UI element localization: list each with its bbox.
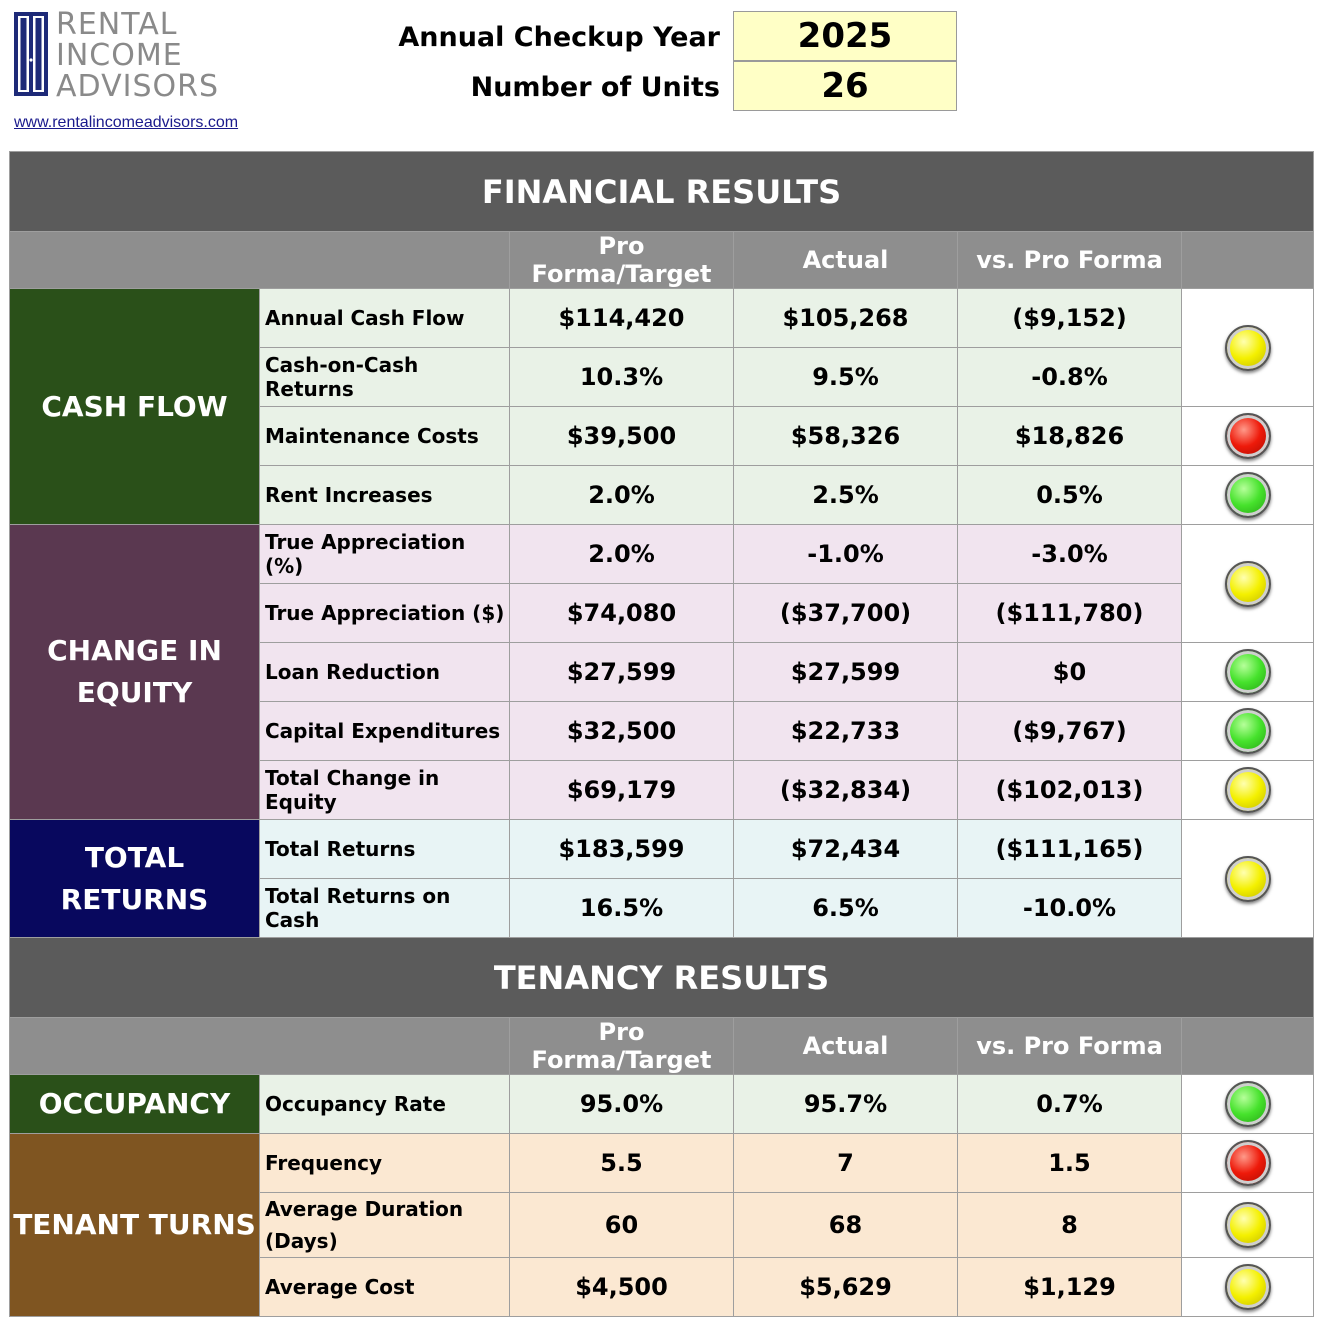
variance-value: 1.5 (958, 1134, 1182, 1193)
checkup-year-label: Annual Checkup Year (398, 22, 720, 53)
column-header-target: Pro Forma/Target (510, 232, 734, 289)
status-cell (1182, 289, 1314, 407)
green-status-light-icon (1225, 708, 1271, 754)
status-cell (1182, 820, 1314, 938)
column-header-variance: vs. Pro Forma (958, 1018, 1182, 1075)
logo-line-1: RENTAL (56, 7, 178, 42)
metric-label: Average Duration (Days) (260, 1193, 510, 1258)
target-value: $114,420 (510, 289, 734, 348)
metric-label: Frequency (260, 1134, 510, 1193)
actual-value: 95.7% (734, 1075, 958, 1134)
target-value: 10.3% (510, 348, 734, 407)
target-value: $183,599 (510, 820, 734, 879)
actual-value: 68 (734, 1193, 958, 1258)
metric-label: Rent Increases (260, 466, 510, 525)
checkup-year-field[interactable]: 2025 (733, 11, 957, 61)
status-cell (1182, 1075, 1314, 1134)
target-value: $27,599 (510, 643, 734, 702)
logo-line-3: ADVISORS (56, 69, 220, 104)
variance-value: ($111,780) (958, 584, 1182, 643)
target-value: 2.0% (510, 525, 734, 584)
actual-value: 6.5% (734, 879, 958, 938)
metric-label: True Appreciation ($) (260, 584, 510, 643)
variance-value: 0.5% (958, 466, 1182, 525)
metric-label: Average Cost (260, 1258, 510, 1317)
actual-value: $105,268 (734, 289, 958, 348)
variance-value: ($111,165) (958, 820, 1182, 879)
column-header-blank (10, 1018, 510, 1075)
actual-value: 9.5% (734, 348, 958, 407)
metric-label: Loan Reduction (260, 643, 510, 702)
variance-value: 8 (958, 1193, 1182, 1258)
green-status-light-icon (1225, 649, 1271, 695)
status-cell (1182, 1258, 1314, 1317)
column-header-status (1182, 1018, 1314, 1075)
actual-value: ($37,700) (734, 584, 958, 643)
column-header-actual: Actual (734, 232, 958, 289)
metric-label: Total Returns on Cash (260, 879, 510, 938)
variance-value: $1,129 (958, 1258, 1182, 1317)
column-header-actual: Actual (734, 1018, 958, 1075)
metric-label: Total Returns (260, 820, 510, 879)
logo-line-2: INCOME (56, 38, 183, 73)
actual-value: $22,733 (734, 702, 958, 761)
variance-value: $18,826 (958, 407, 1182, 466)
target-value: $32,500 (510, 702, 734, 761)
category-tenant-turns: TENANT TURNS (10, 1134, 260, 1317)
target-value: 60 (510, 1193, 734, 1258)
status-cell (1182, 643, 1314, 702)
variance-value: ($9,152) (958, 289, 1182, 348)
column-header-blank (10, 232, 510, 289)
target-value: $4,500 (510, 1258, 734, 1317)
variance-value: $0 (958, 643, 1182, 702)
metric-label: True Appreciation (%) (260, 525, 510, 584)
status-cell (1182, 702, 1314, 761)
category-label-line-2: EQUITY (76, 676, 193, 709)
red-status-light-icon (1225, 1140, 1271, 1186)
status-cell (1182, 1193, 1314, 1258)
variance-value: 0.7% (958, 1075, 1182, 1134)
financial-results-title: FINANCIAL RESULTS (10, 152, 1314, 232)
metric-label: Annual Cash Flow (260, 289, 510, 348)
logo-wordmark (56, 7, 220, 104)
variance-value: -0.8% (958, 348, 1182, 407)
status-cell (1182, 407, 1314, 466)
category-label-line-1: CHANGE IN (47, 634, 222, 667)
website-link[interactable]: www.rentalincomeadvisors.com (14, 114, 239, 131)
column-header-status (1182, 232, 1314, 289)
metric-label: Capital Expenditures (260, 702, 510, 761)
green-status-light-icon (1225, 1081, 1271, 1127)
yellow-status-light-icon (1225, 1264, 1271, 1310)
variance-value: -10.0% (958, 879, 1182, 938)
target-value: 5.5 (510, 1134, 734, 1193)
yellow-status-light-icon (1225, 1202, 1271, 1248)
green-status-light-icon (1225, 472, 1271, 518)
metric-label: Maintenance Costs (260, 407, 510, 466)
category-cash-flow: CASH FLOW (10, 289, 260, 525)
target-value: $39,500 (510, 407, 734, 466)
actual-value: $72,434 (734, 820, 958, 879)
column-header-target: Pro Forma/Target (510, 1018, 734, 1075)
status-cell (1182, 525, 1314, 643)
column-header-variance: vs. Pro Forma (958, 232, 1182, 289)
category-change-in-equity (10, 525, 260, 820)
yellow-status-light-icon (1225, 325, 1271, 371)
results-table (9, 151, 1314, 1317)
category-total-returns: TOTAL RETURNS (10, 820, 260, 938)
status-cell (1182, 466, 1314, 525)
door-logo-icon (14, 12, 48, 96)
metric-label: Total Change in Equity (260, 761, 510, 820)
actual-value: -1.0% (734, 525, 958, 584)
metric-label: Occupancy Rate (260, 1075, 510, 1134)
actual-value: $27,599 (734, 643, 958, 702)
variance-value: -3.0% (958, 525, 1182, 584)
yellow-status-light-icon (1225, 767, 1271, 813)
status-cell (1182, 761, 1314, 820)
actual-value: ($32,834) (734, 761, 958, 820)
target-value: 2.0% (510, 466, 734, 525)
actual-value: $5,629 (734, 1258, 958, 1317)
metric-label: Cash-on-Cash Returns (260, 348, 510, 407)
yellow-status-light-icon (1225, 856, 1271, 902)
units-label: Number of Units (470, 72, 720, 103)
tenancy-results-title: TENANCY RESULTS (10, 938, 1314, 1018)
actual-value: $58,326 (734, 407, 958, 466)
company-logo (14, 7, 274, 104)
yellow-status-light-icon (1225, 561, 1271, 607)
variance-value: ($9,767) (958, 702, 1182, 761)
target-value: $69,179 (510, 761, 734, 820)
actual-value: 2.5% (734, 466, 958, 525)
target-value: 16.5% (510, 879, 734, 938)
actual-value: 7 (734, 1134, 958, 1193)
variance-value: ($102,013) (958, 761, 1182, 820)
status-cell (1182, 1134, 1314, 1193)
category-occupancy: OCCUPANCY (10, 1075, 260, 1134)
red-status-light-icon (1225, 413, 1271, 459)
units-field[interactable]: 26 (733, 61, 957, 111)
target-value: 95.0% (510, 1075, 734, 1134)
target-value: $74,080 (510, 584, 734, 643)
